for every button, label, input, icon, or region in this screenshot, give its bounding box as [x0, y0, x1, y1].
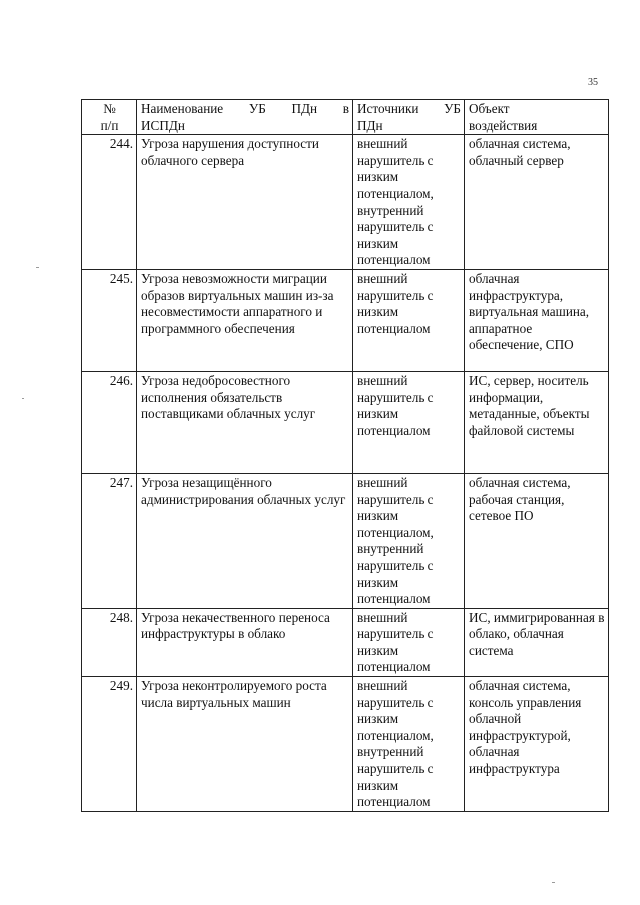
threat-sources: внешний нарушитель с низким потенциалом — [353, 371, 465, 473]
header-object-line2: воздействия — [469, 117, 538, 133]
threat-sources: внешний нарушитель с низким потенциалом — [353, 608, 465, 676]
threat-object: облачная система, консоль управления облачной инфраструктурой, облачная инфраструктура — [465, 677, 609, 812]
row-number: 247. — [82, 473, 137, 608]
page-number: 35 — [588, 77, 598, 88]
header-object-cell — [465, 100, 609, 135]
threats-table — [81, 99, 609, 812]
header-num-line1: № — [103, 101, 116, 116]
header-num-line2: п/п — [100, 117, 119, 133]
header-sources-line1: Источники УБ — [357, 101, 461, 116]
threat-name: Угроза неконтролируемого роста числа виртуальных машин — [137, 677, 353, 812]
table-row — [82, 677, 609, 812]
scan-mark — [36, 267, 39, 268]
threat-object: ИС, иммигрированная в облако, облачная система — [465, 608, 609, 676]
threat-sources: внешний нарушитель с низким потенциалом, внутренний нарушитель с низким потенциалом — [353, 677, 465, 812]
row-number: 244. — [82, 135, 137, 270]
table-row — [82, 371, 609, 473]
header-sources-line2: ПДн — [357, 117, 383, 133]
row-number: 245. — [82, 269, 137, 371]
threat-name: Угроза нарушения доступности облачного сервера — [137, 135, 353, 270]
header-name-line1: Наименование УБ ПДн в — [141, 101, 349, 116]
threat-object: облачная инфраструктура, виртуальная машина, аппаратное обеспечение, СПО — [465, 269, 609, 371]
row-number: 249. — [82, 677, 137, 812]
scan-mark — [22, 398, 24, 399]
threat-name: Угроза незащищённого администрирования облачных услуг — [137, 473, 353, 608]
table-header-row — [82, 100, 609, 135]
header-name-line2: ИСПДн — [141, 117, 185, 133]
threat-sources: внешний нарушитель с низким потенциалом — [353, 269, 465, 371]
table-row — [82, 135, 609, 270]
header-num-cell — [82, 100, 137, 135]
threat-sources: внешний нарушитель с низким потенциалом, внутренний нарушитель с низким потенциалом — [353, 135, 465, 270]
scan-mark — [552, 882, 555, 883]
header-sources-cell — [353, 100, 465, 135]
threat-name: Угроза некачественного переноса инфраструктуры в облако — [137, 608, 353, 676]
threat-object: ИС, сервер, носитель информации, метаданные, объекты файловой системы — [465, 371, 609, 473]
threat-object: облачная система, рабочая станция, сетевое ПО — [465, 473, 609, 608]
table-row — [82, 473, 609, 608]
table-row — [82, 269, 609, 371]
row-number: 248. — [82, 608, 137, 676]
row-number: 246. — [82, 371, 137, 473]
table-row — [82, 608, 609, 676]
threat-sources: внешний нарушитель с низким потенциалом, внутренний нарушитель с низким потенциалом — [353, 473, 465, 608]
header-name-cell — [137, 100, 353, 135]
threat-object: облачная система, облачный сервер — [465, 135, 609, 270]
header-object-line1: Объект — [469, 101, 510, 116]
threat-name: Угроза невозможности миграции образов виртуальных машин из-за несовместимости аппаратного и программного обеспечения — [137, 269, 353, 371]
threat-name: Угроза недобросовестного исполнения обязательств поставщиками облачных услуг — [137, 371, 353, 473]
